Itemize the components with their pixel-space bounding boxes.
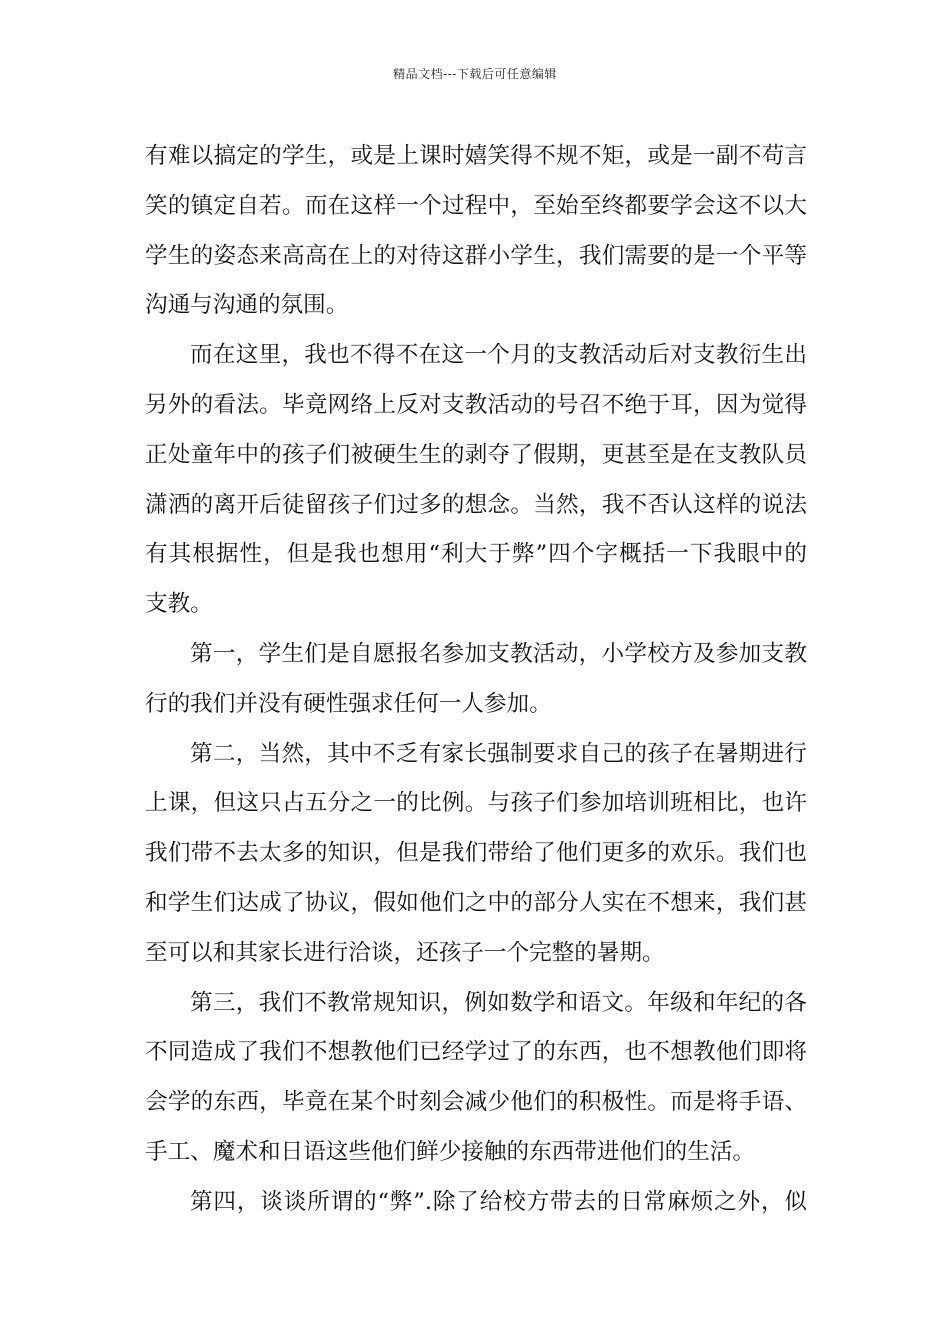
text-line: 第二，当然，其中不乏有家长强制要求自己的孩子在暑期进行 bbox=[190, 740, 807, 767]
paragraph bbox=[145, 979, 807, 1178]
paragraph bbox=[145, 1178, 807, 1228]
text-line: 正处童年中的孩子们被硬生生的剥夺了假期，更甚至是在支教队员 bbox=[145, 441, 807, 468]
text-line: 第三，我们不教常规知识，例如数学和语文。年级和年纪的各 bbox=[190, 989, 807, 1016]
text-line: 笑的镇定自若。而在这样一个过程中，至始至终都要学会这不以大 bbox=[145, 192, 807, 219]
text-line: 上课，但这只占五分之一的比例。与孩子们参加培训班相比，也许 bbox=[145, 790, 807, 817]
paragraph bbox=[145, 331, 807, 630]
text-line: 另外的看法。毕竟网络上反对支教活动的号召不绝于耳，因为觉得 bbox=[145, 391, 807, 418]
paragraph bbox=[145, 132, 807, 331]
text-line: 沟通与沟通的氛围。 bbox=[145, 292, 349, 319]
text-line: 潇洒的离开后徒留孩子们过多的想念。当然，我不否认这样的说法 bbox=[145, 491, 807, 518]
paragraph bbox=[145, 730, 807, 979]
paragraph bbox=[145, 630, 807, 730]
text-line: 我们带不去太多的知识，但是我们带给了他们更多的欢乐。我们也 bbox=[145, 840, 807, 867]
text-line: 支教。 bbox=[145, 591, 213, 618]
text-line: 有难以搞定的学生，或是上课时嬉笑得不规不矩，或是一副不苟言 bbox=[145, 143, 807, 169]
text-line: 第一，学生们是自愿报名参加支教活动，小学校方及参加支教 bbox=[190, 640, 807, 667]
page-header: 精品文档---下载后可任意编辑 bbox=[393, 67, 557, 81]
text-line: 行的我们并没有硬性强求任何一人参加。 bbox=[145, 690, 552, 717]
text-line: 和学生们达成了协议，假如他们之中的部分人实在不想来，我们甚 bbox=[145, 889, 807, 916]
text-line: 不同造成了我们不想教他们已经学过了的东西，也不想教他们即将 bbox=[145, 1039, 807, 1066]
text-line: 手工、魔术和日语这些他们鲜少接触的东西带进他们的生活。 bbox=[145, 1138, 756, 1165]
text-line: 有其根据性，但是我也想用“利大于弊”四个字概括一下我眼中的 bbox=[145, 541, 807, 568]
text-line: 而在这里，我也不得不在这一个月的支教活动后对支教衍生出 bbox=[190, 342, 807, 369]
text-line: 会学的东西，毕竟在某个时刻会减少他们的积极性。而是将手语、 bbox=[145, 1089, 807, 1116]
text-line: 第四，谈谈所谓的“弊”.除了给校方带去的日常麻烦之外，似 bbox=[190, 1188, 807, 1215]
document-body bbox=[145, 132, 807, 1228]
text-line: 学生的姿态来高高在上的对待这群小学生，我们需要的是一个平等 bbox=[145, 242, 807, 269]
text-line: 至可以和其家长进行洽谈，还孩子一个完整的暑期。 bbox=[145, 939, 665, 966]
